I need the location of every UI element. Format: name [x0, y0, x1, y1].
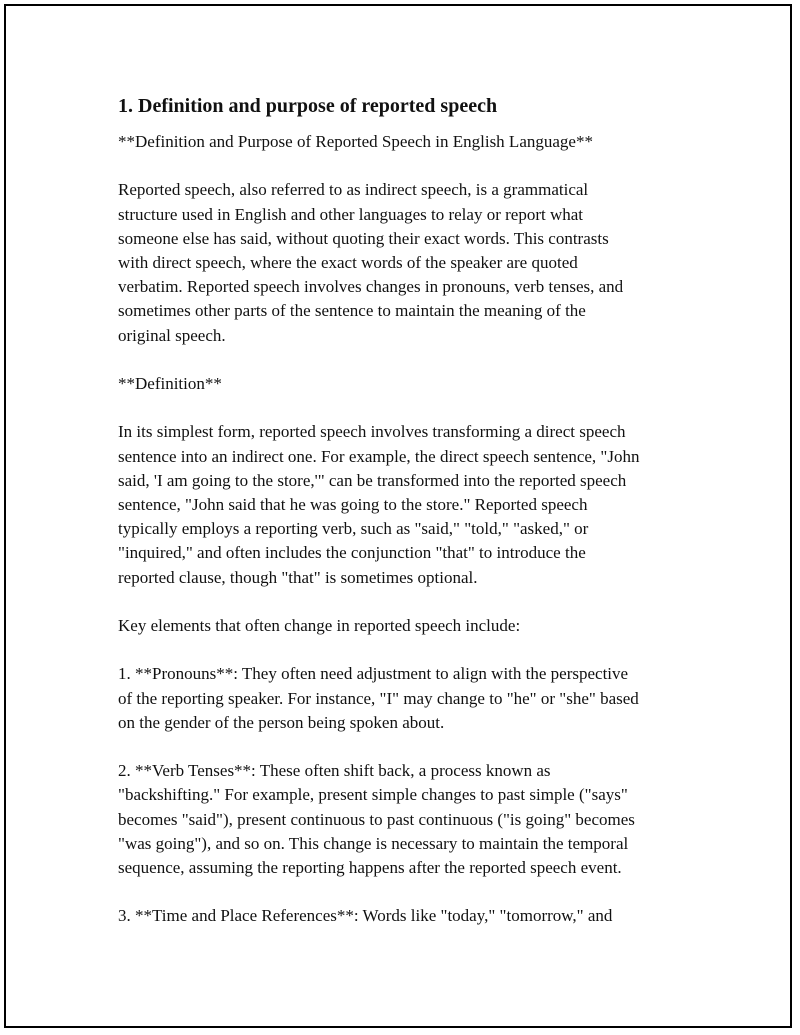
text-line: sentence into an indirect one. For example, the direct speech sentence, "John [118, 446, 640, 466]
text-line: with direct speech, where the exact words of the speaker are quoted [118, 253, 578, 272]
text-line: **Definition and Purpose of Reported Speech in English Language** [118, 132, 593, 151]
text-line: structure used in English and other languages to relay or report what [118, 204, 584, 224]
text-line: original speech. [118, 325, 226, 345]
text-line: Reported speech, also referred to as indirect speech, is a grammatical [118, 180, 589, 200]
text-line: In its simplest form, reported speech involves transforming a direct speech [118, 422, 626, 442]
text-line: **Definition** [118, 374, 222, 393]
text-line: sentence, "John said that he was going to the store." Reported speech [118, 495, 588, 514]
text-line: someone else has said, without quoting their exact words. This contrasts [118, 228, 609, 248]
key-elements-intro-paragraph [118, 614, 698, 638]
list-item-time-place [118, 904, 698, 928]
text-line: sometimes other parts of the sentence to maintain the meaning of the [118, 301, 586, 321]
text-line: reported clause, though "that" is sometimes optional. [118, 567, 478, 587]
text-line: of the reporting speaker. For instance, "I" may change to "he" or "she" based [118, 688, 639, 708]
text-line: 2. **Verb Tenses**: These often shift back, a process known as [118, 761, 551, 781]
intro-paragraph [118, 178, 698, 347]
text-line: "was going"), and so on. This change is necessary to maintain the temporal [118, 833, 629, 853]
definition-label-paragraph [118, 372, 698, 396]
document-body [118, 92, 698, 953]
text-line: on the gender of the person being spoken about. [118, 712, 445, 732]
text-line: verbatim. Reported speech involves changes in pronouns, verb tenses, and [118, 277, 624, 297]
list-item-pronouns [118, 662, 698, 735]
definition-paragraph [118, 420, 698, 589]
text-line: Key elements that often change in reported speech include: [118, 616, 521, 635]
text-line: "inquired," and often includes the conjunction "that" to introduce the [118, 543, 586, 563]
text-line: sequence, assuming the reporting happens after the reported speech event. [118, 858, 622, 877]
subtitle-paragraph [118, 130, 698, 154]
text-line: said, 'I am going to the store,'" can be transformed into the reported speech [118, 470, 627, 490]
text-line: "backshifting." For example, present simple changes to past simple ("says" [118, 785, 628, 805]
text-line: typically employs a reporting verb, such as "said," "told," "asked," or [118, 519, 589, 539]
section-heading: 1. Definition and purpose of reported speech [118, 95, 498, 117]
text-line: 1. **Pronouns**: They often need adjustment to align with the perspective [118, 664, 629, 684]
text-line: 3. **Time and Place References**: Words like "today," "tomorrow," and [118, 906, 613, 926]
text-line: becomes "said"), present continuous to past continuous ("is going" becomes [118, 809, 635, 829]
list-item-verb-tenses [118, 759, 698, 880]
